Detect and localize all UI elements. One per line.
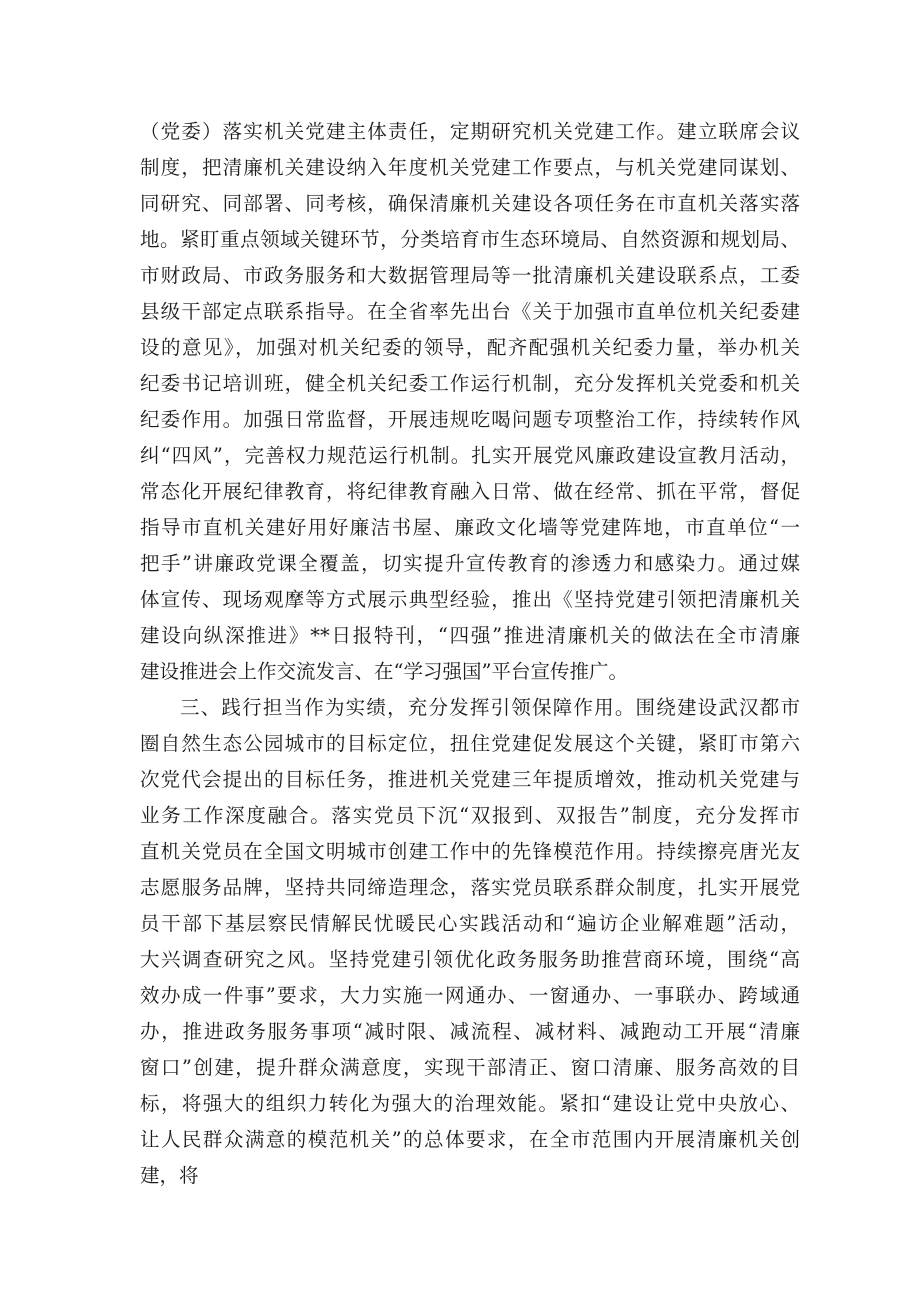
text-line: 纠“四风”，完善权力规范运行机制。扎实开展党风廉政建设宣教月活动， xyxy=(140,444,800,467)
text-line: 地。紧盯重点领域关键环节，分类培育市生态环境局、自然资源和规划局、 xyxy=(140,228,800,251)
text-line: 建，将 xyxy=(140,1164,199,1187)
text-line: 员干部下基层察民情解民忧暖民心实践活动和“遍访企业解难题”活动， xyxy=(140,912,800,935)
text-line: 同研究、同部署、同考核，确保清廉机关建设各项任务在市直机关落实落 xyxy=(140,192,800,215)
text-line: 建设推进会上作交流发言、在“学习强国”平台宣传推广。 xyxy=(140,660,628,683)
text-line: 标，将强大的组织力转化为强大的治理效能。紧扣“建设让党中央放心、 xyxy=(140,1092,800,1115)
text-line: 体宣传、现场观摩等方式展示典型经验，推出《坚持党建引领把清廉机关 xyxy=(140,588,800,611)
text-line: （党委）落实机关党建主体责任，定期研究机关党建工作。建立联席会议 xyxy=(140,120,800,143)
text-line: 大兴调查研究之风。坚持党建引领优化政务服务助推营商环境，围绕“高 xyxy=(140,948,800,971)
text-line: 纪委作用。加强日常监督，开展违规吃喝问题专项整治工作，持续转作风 xyxy=(140,408,800,431)
text-line: 把手”讲廉政党课全覆盖，切实提升宣传教育的渗透力和感染力。通过媒 xyxy=(140,552,800,575)
text-line: 纪委书记培训班，健全机关纪委工作运行机制，充分发挥机关党委和机关 xyxy=(140,372,800,395)
text-line: 窗口”创建，提升群众满意度，实现干部清正、窗口清廉、服务高效的目 xyxy=(140,1056,800,1079)
text-line: 建设向纵深推进》**日报特刊，“四强”推进清廉机关的做法在全市清廉 xyxy=(140,624,800,647)
text-line: 指导市直机关建好用好廉洁书屋、廉政文化墙等党建阵地，市直单位“一 xyxy=(140,516,800,539)
text-line: 让人民群众满意的模范机关”的总体要求，在全市范围内开展清廉机关创 xyxy=(140,1128,800,1151)
text-line: 办，推进政务服务事项“减时限、减流程、减材料、减跑动工开展“清廉 xyxy=(140,1020,800,1043)
text-line: 志愿服务品牌，坚持共同缔造理念，落实党员联系群众制度，扎实开展党 xyxy=(140,876,800,899)
document-body xyxy=(140,114,800,1194)
text-line: 次党代会提出的目标任务，推进机关党建三年提质增效，推动机关党建与 xyxy=(140,768,800,791)
text-line: 直机关党员在全国文明城市创建工作中的先锋模范作用。持续擦亮唐光友 xyxy=(140,840,800,863)
text-line: 圈自然生态公园城市的目标定位，扭住党建促发展这个关键，紧盯市第六 xyxy=(140,732,800,755)
paragraph-heading-line: 三、践行担当作为实绩，充分发挥引领保障作用。围绕建设武汉都市 xyxy=(180,696,800,719)
text-line: 县级干部定点联系指导。在全省率先出台《关于加强市直单位机关纪委建 xyxy=(140,300,800,323)
text-line: 常态化开展纪律教育，将纪律教育融入日常、做在经常、抓在平常，督促 xyxy=(140,480,800,503)
text-line: 设的意见》，加强对机关纪委的领导，配齐配强机关纪委力量，举办机关 xyxy=(140,336,800,359)
text-line: 市财政局、市政务服务和大数据管理局等一批清廉机关建设联系点，工委 xyxy=(140,264,800,287)
text-line: 制度，把清廉机关建设纳入年度机关党建工作要点，与机关党建同谋划、 xyxy=(140,156,800,179)
text-line: 效办成一件事”要求，大力实施一网通办、一窗通办、一事联办、跨域通 xyxy=(140,984,800,1007)
text-line: 业务工作深度融合。落实党员下沉“双报到、双报告”制度，充分发挥市 xyxy=(140,804,800,827)
